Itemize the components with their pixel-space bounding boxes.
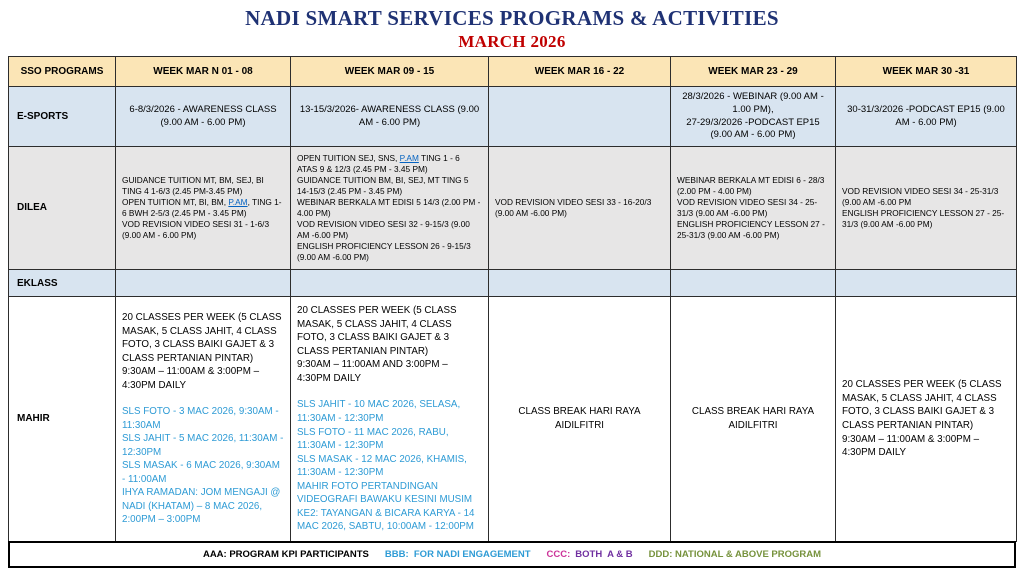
legend-segment-ddd: DDD: NATIONAL & ABOVE PROGRAM bbox=[648, 549, 822, 560]
activity-text: GUIDANCE TUITION MT, BM, SEJ, BI TING 4 1-6/3 (2.45 PM-3.45 PM) bbox=[122, 175, 264, 197]
cell-eklass-week-1 bbox=[116, 270, 291, 297]
page-subtitle: MARCH 2026 bbox=[458, 32, 566, 51]
activity-line bbox=[297, 153, 482, 175]
activity-line bbox=[297, 241, 482, 263]
activity-line bbox=[677, 219, 829, 241]
activity-line bbox=[297, 175, 482, 197]
cell-mahir-week-5 bbox=[836, 297, 1017, 542]
legend-segment-aaa: AAA: PROGRAM KPI PARTICIPANTS bbox=[202, 549, 369, 560]
column-header-week-mar-23-29: WEEK MAR 23 - 29 bbox=[671, 57, 836, 87]
activity-text: OPEN TUITION SEJ, SNS, bbox=[297, 153, 400, 164]
activity-text: 30-31/3/2026 -PODCAST EP15 (9.00 AM - 6.00 PM) bbox=[847, 103, 1005, 128]
schedule-table bbox=[8, 56, 1017, 542]
activity-text: VOD REVISION VIDEO SESI 32 - 9-15/3 (9.00 AM -6.00 PM) bbox=[297, 218, 470, 240]
cell-eklass-week-2 bbox=[291, 270, 489, 297]
header-row bbox=[9, 57, 1017, 87]
legend-segment-ccc: CCC: bbox=[546, 549, 571, 560]
cell-mahir-week-1 bbox=[116, 297, 291, 542]
activity-line bbox=[842, 104, 1010, 130]
activity-text: TING 1 - 6 ATAS 9 & 12/3 (2.45 PM - 3.45 PM) bbox=[297, 153, 460, 175]
activity-line bbox=[122, 432, 284, 459]
activity-line bbox=[122, 486, 284, 527]
activity-text: 13-15/3/2026- AWARENESS CLASS (9.00 AM - 6.00 PM) bbox=[299, 103, 480, 128]
activity-line bbox=[122, 405, 284, 432]
row-label-eklass: EKLASS bbox=[9, 270, 116, 297]
row-label-mahir: MAHIR bbox=[9, 297, 116, 542]
activity-line bbox=[297, 358, 482, 385]
cell-e-sports-week-4 bbox=[671, 87, 836, 147]
table-row-mahir bbox=[9, 297, 1017, 542]
activity-text: GUIDANCE TUITION BM, BI, SEJ, MT TING 5 14-15/3 (2.45 PM - 3.45 PM) bbox=[297, 175, 469, 197]
activity-line bbox=[677, 405, 829, 432]
activity-line bbox=[677, 91, 829, 117]
activity-line bbox=[297, 426, 482, 453]
cell-e-sports-week-1 bbox=[116, 87, 291, 147]
cell-e-sports-week-2 bbox=[291, 87, 489, 147]
activity-line bbox=[495, 405, 664, 432]
activity-text: 20 CLASSES PER WEEK (5 CLASS MASAK, 5 CLASS JAHIT, 4 CLASS FOTO, 3 CLASS BAIKI GAJET & 3 CLASS PERTANIAN PINTAR) bbox=[297, 305, 457, 357]
cell-dilea-week-4 bbox=[671, 147, 836, 270]
activity-text: 9:30AM – 11:00AM & 3:00PM – 4:30PM DAILY bbox=[842, 433, 980, 459]
activity-line bbox=[297, 453, 482, 480]
activity-line bbox=[842, 433, 1010, 460]
activity-text: 20 CLASSES PER WEEK (5 CLASS MASAK, 5 CLASS JAHIT, 4 CLASS FOTO, 3 CLASS BAIKI GAJET & 3 CLASS PERTANIAN PINTAR) bbox=[122, 312, 282, 364]
activity-line bbox=[297, 104, 482, 130]
cell-eklass-week-5 bbox=[836, 270, 1017, 297]
cell-dilea-week-3 bbox=[489, 147, 671, 270]
activity-line bbox=[297, 398, 482, 425]
cell-dilea-week-1 bbox=[116, 147, 291, 270]
activity-line bbox=[122, 104, 284, 130]
activity-text: ENGLISH PROFICIENCY LESSON 26 - 9-15/3 (9.00 AM -6.00 PM) bbox=[297, 240, 471, 262]
activity-text: SLS JAHIT - 5 MAC 2026, 11:30AM - 12:30PM bbox=[122, 433, 284, 458]
column-header-week-mar-09-15: WEEK MAR 09 - 15 bbox=[291, 57, 489, 87]
activity-line bbox=[297, 219, 482, 241]
cell-dilea-week-2 bbox=[291, 147, 489, 270]
row-label-dilea: DILEA bbox=[9, 147, 116, 270]
legend-segment-both-a-b: BOTH A & B bbox=[575, 549, 633, 560]
activity-text: SLS MASAK - 6 MAC 2026, 9:30AM - 11:00AM bbox=[122, 460, 280, 485]
activity-text: VOD REVISION VIDEO SESI 33 - 16-20/3 (9.00 AM -6.00 PM) bbox=[495, 197, 652, 218]
activity-line bbox=[122, 175, 284, 197]
activity-text: VOD REVISION VIDEO SESI 34 - 25-31/3 (9.00 AM -6.00 PM bbox=[842, 186, 999, 208]
activity-text: SLS MASAK - 12 MAC 2026, KHAMIS, 11:30AM - 12:30PM bbox=[297, 453, 467, 479]
activity-text: 9:30AM – 11:00AM & 3:00PM – 4:30PM DAILY bbox=[122, 366, 260, 391]
activity-line bbox=[677, 197, 829, 219]
table-row-e-sports bbox=[9, 87, 1017, 147]
activity-text: 28/3/2026 - WEBINAR (9.00 AM - 1.00 PM), bbox=[682, 90, 824, 115]
page-title: NADI SMART SERVICES PROGRAMS & ACTIVITIES bbox=[245, 6, 779, 30]
legend-bar bbox=[8, 541, 1016, 568]
activity-line bbox=[122, 459, 284, 486]
activity-text: 20 CLASSES PER WEEK (5 CLASS MASAK, 5 CLASS JAHIT, 4 CLASS FOTO, 3 CLASS BAIKI GAJET & 3 CLASS PERTANIAN PINTAR) bbox=[842, 379, 1002, 431]
p-am-link[interactable]: P.AM bbox=[399, 153, 419, 164]
cell-dilea-week-5 bbox=[836, 147, 1017, 270]
cell-mahir-week-4 bbox=[671, 297, 836, 542]
p-am-link[interactable]: P.AM bbox=[228, 197, 248, 208]
activity-line bbox=[842, 378, 1010, 432]
activity-line bbox=[297, 480, 482, 534]
activity-line bbox=[677, 175, 829, 197]
activity-text: SLS JAHIT - 10 MAC 2026, SELASA, 11:30AM - 12:30PM bbox=[297, 399, 461, 424]
cell-mahir-week-2 bbox=[291, 297, 489, 542]
activity-text: OPEN TUITION MT, BI, BM, bbox=[122, 197, 229, 208]
activity-text: ENGLISH PROFICIENCY LESSON 27 - 25-31/3 (9.00 AM -6.00 PM) bbox=[677, 218, 825, 240]
activity-text: VOD REVISION VIDEO SESI 31 - 1-6/3 (9.00 AM - 6.00 PM) bbox=[122, 218, 270, 240]
activity-line bbox=[495, 197, 664, 219]
activity-line bbox=[122, 311, 284, 365]
activity-line bbox=[842, 186, 1010, 208]
table-row-dilea bbox=[9, 147, 1017, 270]
activity-text: IHYA RAMADAN: JOM MENGAJI @ NADI (KHATAM) – 8 MAC 2026, 2:00PM – 3:00PM bbox=[122, 487, 281, 526]
activity-text: ENGLISH PROFICIENCY LESSON 27 - 25-31/3 (9.00 AM -6.00 PM) bbox=[842, 208, 1005, 229]
cell-e-sports-week-3 bbox=[489, 87, 671, 147]
column-header-week-mar-30-31: WEEK MAR 30 -31 bbox=[836, 57, 1017, 87]
activity-line bbox=[842, 208, 1010, 230]
activity-text: VOD REVISION VIDEO SESI 34 - 25-31/3 (9.00 AM -6.00 PM) bbox=[677, 197, 818, 218]
table-row-eklass bbox=[9, 270, 1017, 297]
activity-text: CLASS BREAK HARI RAYA AIDILFITRI bbox=[691, 406, 815, 431]
cell-eklass-week-3 bbox=[489, 270, 671, 297]
cell-e-sports-week-5 bbox=[836, 87, 1017, 147]
activity-line bbox=[122, 197, 284, 219]
activity-text: 6-8/3/2026 - AWARENESS CLASS (9.00 AM - 6.00 PM) bbox=[129, 103, 277, 128]
activity-text: SLS FOTO - 3 MAC 2026, 9:30AM - 11:30AM bbox=[122, 406, 279, 431]
legend-segment-bbb: BBB: FOR NADI ENGAGEMENT bbox=[384, 549, 531, 560]
activity-line bbox=[297, 197, 482, 219]
column-header-week-mar-16-22: WEEK MAR 16 - 22 bbox=[489, 57, 671, 87]
activity-line bbox=[677, 117, 829, 143]
column-header-sso-programs: SSO PROGRAMS bbox=[9, 57, 116, 87]
activity-text: 27-29/3/2026 -PODCAST EP15 (9.00 AM - 6.00 PM) bbox=[686, 116, 820, 141]
activity-text: WEBINAR BERKALA MT EDISI 6 - 28/3 (2.00 PM - 4.00 PM) bbox=[677, 175, 825, 197]
activity-text: 9:30AM – 11:00AM AND 3:00PM – 4:30PM DAILY bbox=[297, 359, 448, 384]
cell-mahir-week-3 bbox=[489, 297, 671, 542]
activity-text: WEBINAR BERKALA MT EDISI 5 14/3 (2.00 PM - 4.00 PM) bbox=[297, 197, 481, 218]
row-label-e-sports: E-SPORTS bbox=[9, 87, 116, 147]
activity-line bbox=[122, 365, 284, 392]
activity-text: , TING 1-6 BWH 2-5/3 (2.45 PM - 3.45 PM) bbox=[122, 197, 282, 218]
activity-text: SLS FOTO - 11 MAC 2026, RABU, 11:30AM - 12:30PM bbox=[297, 426, 449, 452]
activity-text: MAHIR FOTO PERTANDINGAN VIDEOGRAFI BAWAKU KESINI MUSIM KE2: TAYANGAN & BICARA KARYA - 14 MAC 2026, SABTU, 10:00AM - 12:00PM bbox=[297, 480, 475, 533]
cell-eklass-week-4 bbox=[671, 270, 836, 297]
activity-line bbox=[297, 304, 482, 358]
activity-line bbox=[122, 219, 284, 241]
column-header-week-mar-n-01-08: WEEK MAR N 01 - 08 bbox=[116, 57, 291, 87]
activity-text: CLASS BREAK HARI RAYA AIDILFITRI bbox=[518, 406, 641, 431]
